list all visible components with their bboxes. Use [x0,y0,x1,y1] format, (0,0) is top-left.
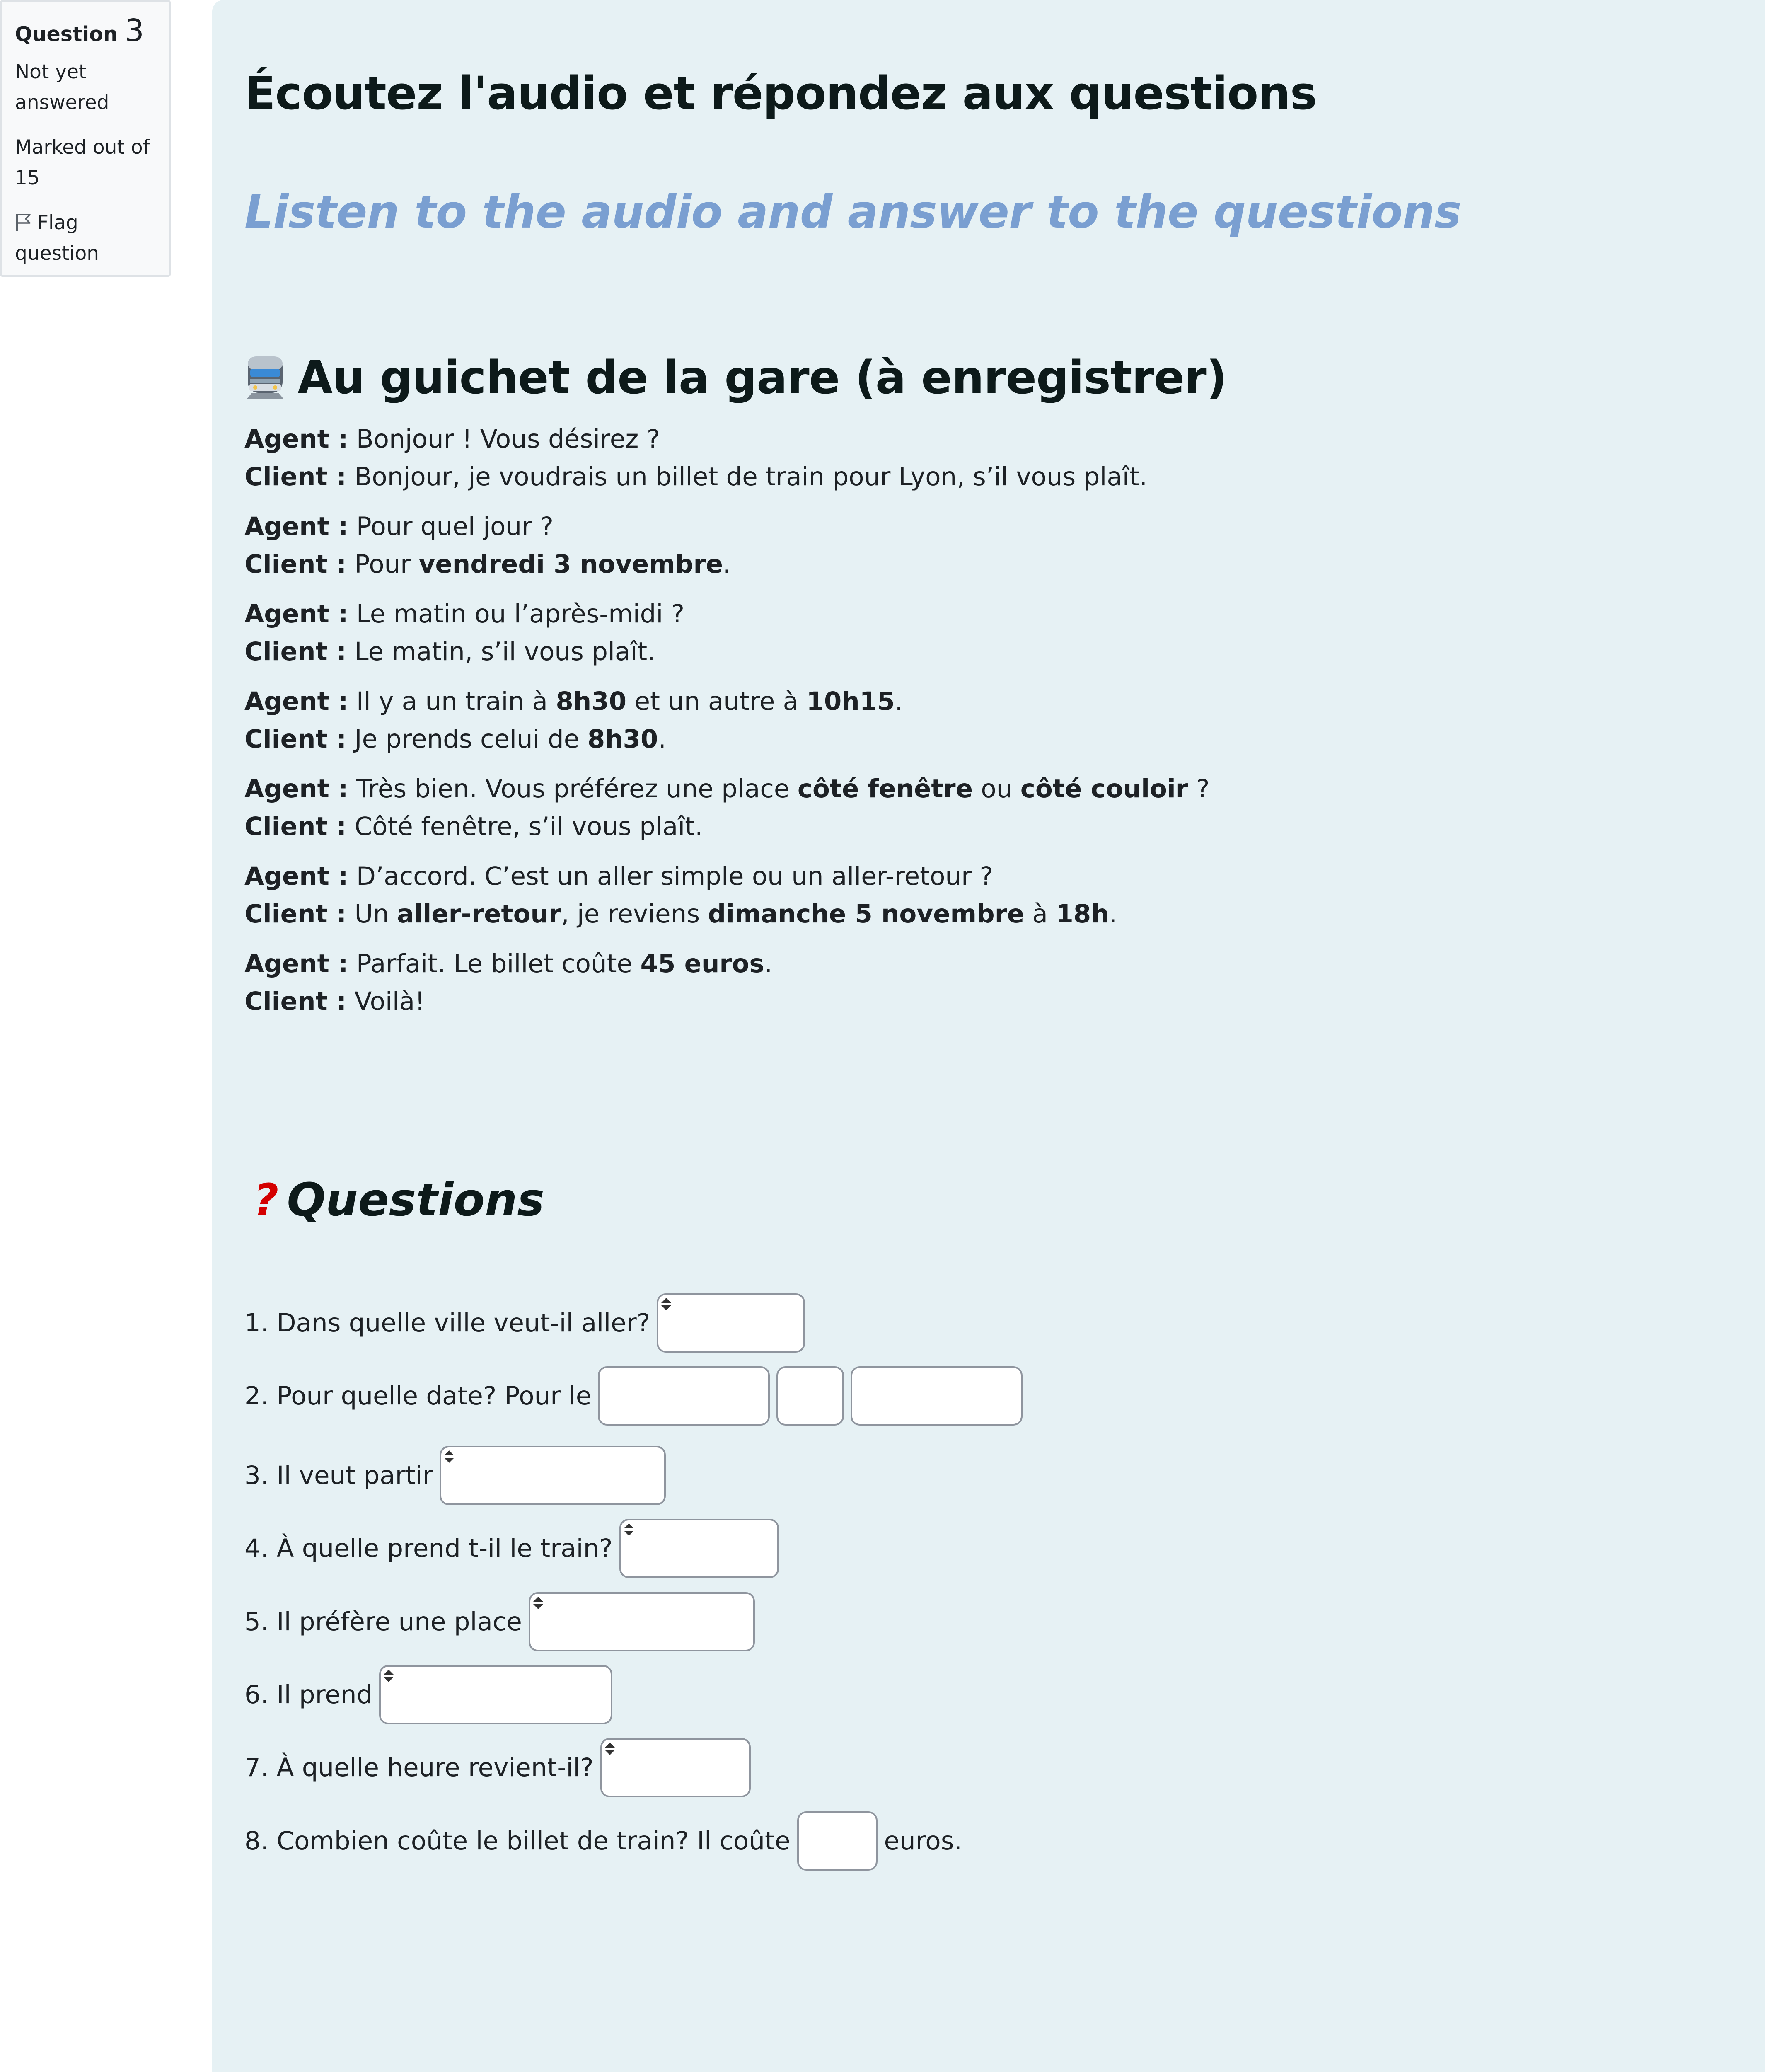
question-row-4 [244,1519,779,1578]
question-text: 7. À quelle heure revient-il? [244,1753,594,1782]
client-line [244,545,1210,583]
dialogue-text: Pour quel jour ? [356,512,554,541]
client-line [244,633,1210,670]
answer-input-2b[interactable] [776,1366,844,1426]
question-row-2 [244,1366,1023,1426]
agent-label: Agent : [244,424,348,454]
question-text: 5. Il préfère une place [244,1607,522,1636]
question-row-7 [244,1738,751,1797]
client-label: Client : [244,724,347,754]
answer-select-4[interactable] [619,1519,779,1578]
dialogue-text: Parfait. Le billet coûte [356,949,641,978]
dialogue-text: Très bien. Vous préférez une place [356,774,798,804]
dialogue-text: . [723,549,731,579]
client-label: Client : [244,899,347,929]
dialogue-exchange [244,770,1210,845]
answer-input-8[interactable] [797,1811,878,1871]
dialogue-text: et un autre à [626,687,807,716]
client-line [244,808,1210,845]
title-english: Listen to the audio and answer to the questions [244,185,1461,238]
question-grade-value: 15 [15,167,40,189]
client-line [244,983,1210,1020]
answer-select-7[interactable] [600,1738,751,1797]
dialogue-exchange [244,595,1210,670]
train-icon [244,355,286,400]
questions-heading [254,1169,544,1231]
answer-select-1[interactable] [657,1293,805,1353]
dialogue-text: . [895,687,903,716]
question-text: 4. À quelle prend t-il le train? [244,1534,613,1563]
select-arrows-icon [659,1296,673,1313]
question-text: 6. Il prend [244,1680,373,1709]
emphasis-text: 18h [1056,899,1109,929]
agent-label: Agent : [244,949,348,978]
answer-input-2c[interactable] [851,1366,1023,1426]
agent-line [244,945,1210,983]
dialogue-text: D’accord. C’est un aller simple ou un aller-retour ? [356,862,993,891]
dialogue-exchange [244,683,1210,758]
select-arrows-icon [603,1741,617,1757]
dialogue-text: Un [354,899,397,929]
emphasis-text: 10h15 [806,687,895,716]
emphasis-text: 8h30 [587,724,658,754]
question-content [212,0,1765,2072]
dialogue-text: ? [1188,774,1210,804]
agent-label: Agent : [244,512,348,541]
agent-line [244,508,1210,545]
emphasis-text: 45 euros [640,949,764,978]
client-label: Client : [244,812,347,841]
dialogue-exchange [244,508,1210,583]
dialogue-text: . [658,724,666,754]
question-row-8 [244,1811,962,1871]
select-arrows-icon [442,1449,456,1465]
client-label: Client : [244,549,347,579]
emphasis-text: vendredi 3 novembre [418,549,723,579]
dialogue-text: Pour [354,549,419,579]
agent-label: Agent : [244,862,348,891]
dialogue-text: Bonjour, je voudrais un billet de train pour Lyon, s’il vous plaît. [354,462,1148,491]
flag-label[interactable]: Flag [37,211,78,234]
dialogue-text: Je prends celui de [354,724,588,754]
question-mark-icon: ? [254,1174,279,1225]
dialogue-exchange [244,857,1210,933]
emphasis-text: côté fenêtre [797,774,973,804]
client-line [244,720,1210,758]
question-text: 2. Pour quelle date? Pour le [244,1381,592,1411]
dialogue-title: Au guichet de la gare (à enregistrer) [297,351,1227,404]
agent-line [244,595,1210,633]
emphasis-text: dimanche 5 novembre [708,899,1025,929]
emphasis-text: aller-retour [397,899,561,929]
question-row-3 [244,1446,666,1505]
dialogue-text: Le matin ou l’après-midi ? [356,599,685,629]
flag-icon [15,213,31,232]
question-text: 3. Il veut partir [244,1461,433,1490]
answer-select-5[interactable] [529,1592,755,1651]
agent-label: Agent : [244,599,348,629]
client-label: Client : [244,987,347,1016]
question-row-6 [244,1665,612,1724]
dialogue-text: Côté fenêtre, s’il vous plaît. [354,812,703,841]
client-line [244,895,1210,933]
question-row-5 [244,1592,755,1651]
question-row-1 [244,1293,805,1353]
dialogue-exchange [244,945,1210,1020]
dialogue-text: à [1024,899,1056,929]
title-french: Écoutez l'audio et répondez aux questions [244,67,1317,120]
question-suffix: euros. [884,1826,962,1856]
answer-select-3[interactable] [440,1446,666,1505]
agent-label: Agent : [244,687,348,716]
agent-label: Agent : [244,774,348,804]
question-state-line: answered [15,91,109,114]
dialogue-exchange [244,420,1210,496]
question-number-value: 3 [124,13,144,48]
select-arrows-icon [382,1668,396,1685]
emphasis-text: 8h30 [556,687,627,716]
agent-line [244,420,1210,458]
client-label: Client : [244,637,347,666]
select-arrows-icon [531,1595,545,1612]
answer-select-6[interactable] [379,1665,612,1724]
flag-label[interactable]: question [15,242,99,265]
flag-question-link[interactable] [15,208,156,269]
client-line [244,458,1210,496]
question-label: Question [15,22,118,46]
dialogue-text: . [764,949,773,978]
dialogue-text: Le matin, s’il vous plaît. [354,637,655,666]
question-state [15,57,156,118]
question-grade [15,132,156,194]
question-state-line: Not yet [15,61,87,83]
question-grade-line: Marked out of [15,136,150,159]
dialogue-text: Il y a un train à [356,687,556,716]
dialogue-text: Voilà! [354,987,425,1016]
dialogue-text: , je reviens [561,899,708,929]
agent-line [244,857,1210,895]
answer-input-2a[interactable] [598,1366,770,1426]
client-label: Client : [244,462,347,491]
agent-line [244,770,1210,808]
emphasis-text: côté couloir [1020,774,1188,804]
dialogue-text: . [1109,899,1117,929]
question-number [15,14,156,51]
questions-title: Questions [287,1173,544,1226]
agent-line [244,683,1210,720]
select-arrows-icon [622,1522,636,1538]
question-info-panel [0,0,171,277]
dialogue-text: Bonjour ! Vous désirez ? [356,424,660,454]
dialogue-text: ou [972,774,1020,804]
question-text: 8. Combien coûte le billet de train? Il coûte [244,1826,791,1856]
dialogue [244,420,1210,1032]
dialogue-heading [244,346,1227,409]
question-text: 1. Dans quelle ville veut-il aller? [244,1308,650,1338]
